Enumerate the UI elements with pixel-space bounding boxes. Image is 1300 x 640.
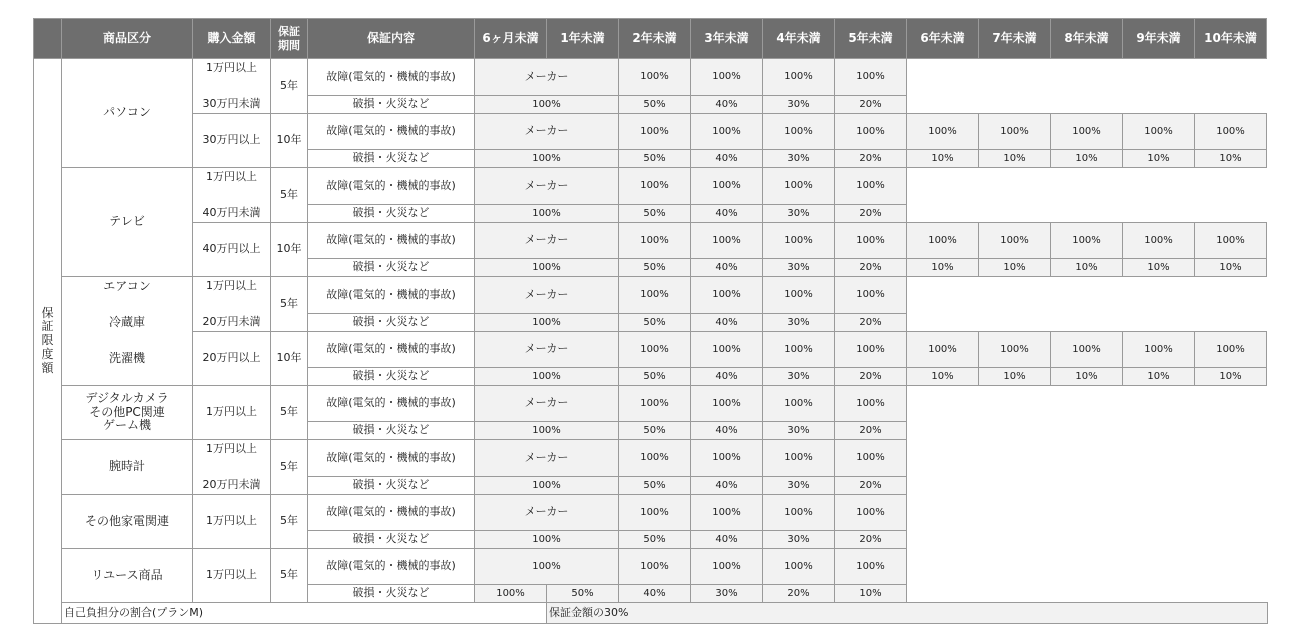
category-name: その他PC関連 <box>89 404 165 419</box>
amount: 1万円以上 <box>193 495 271 549</box>
damage-label: 破損・火災など <box>308 531 475 549</box>
rate-cell: 30% <box>763 204 835 222</box>
rate-cell: 100% <box>763 114 835 150</box>
header-period: 2年未満 <box>619 19 691 59</box>
rate-cell: 30% <box>763 95 835 113</box>
rate-cell: 50% <box>619 368 691 386</box>
breakdown-label: 故障(電気的・機械的事故) <box>308 549 475 585</box>
table-row <box>34 114 1268 150</box>
rate-cell: 20% <box>835 368 907 386</box>
rate-cell: 100% <box>475 95 619 113</box>
header-term-line2: 期間 <box>278 38 300 52</box>
category-name: ゲーム機 <box>102 418 151 433</box>
breakdown-label: 故障(電気的・機械的事故) <box>308 495 475 531</box>
empty-area <box>907 386 1267 440</box>
amount-from: 1万円以上 <box>206 279 257 292</box>
maker-cell: メーカー <box>475 59 619 96</box>
table-row <box>34 495 1268 531</box>
rate-cell: 100% <box>691 59 763 96</box>
header-corner <box>34 19 62 59</box>
rate-cell: 100% <box>619 168 691 205</box>
amount-from: 1万円以上 <box>206 442 257 455</box>
category-other: その他家電関連 <box>62 495 193 549</box>
rate-cell: 100% <box>763 59 835 96</box>
rate-cell: 100% <box>1051 223 1123 259</box>
rate-cell: 100% <box>1123 332 1195 368</box>
rate-cell: 50% <box>619 531 691 549</box>
limit-label-char: 度 <box>41 346 54 361</box>
category-reuse: リユース商品 <box>62 549 193 603</box>
empty-area <box>907 440 1267 495</box>
amount-range <box>193 59 271 114</box>
rate-cell: 100% <box>475 259 619 277</box>
rate-cell: 10% <box>907 259 979 277</box>
damage-label: 破損・火災など <box>308 150 475 168</box>
maker-cell: メーカー <box>475 277 619 314</box>
damage-label: 破損・火災など <box>308 204 475 222</box>
rate-cell: 40% <box>691 313 763 331</box>
rate-cell: 100% <box>691 223 763 259</box>
amount-range <box>193 277 271 332</box>
category-tv: テレビ <box>62 168 193 277</box>
breakdown-label: 故障(電気的・機械的事故) <box>308 440 475 477</box>
rate-cell: 20% <box>835 259 907 277</box>
rate-cell: 40% <box>691 368 763 386</box>
footer-row <box>34 603 1268 624</box>
term: 5年 <box>271 386 308 440</box>
rate-cell: 50% <box>619 95 691 113</box>
rate-cell: 100% <box>691 114 763 150</box>
rate-cell: 10% <box>1051 368 1123 386</box>
amount-high: 30万円以上 <box>193 114 271 168</box>
rate-cell: 50% <box>619 313 691 331</box>
breakdown-label: 故障(電気的・機械的事故) <box>308 223 475 259</box>
rate-cell: 100% <box>1195 114 1267 150</box>
rate-cell: 50% <box>619 476 691 494</box>
footer-label: 自己負担分の割合(プランM) <box>62 603 547 624</box>
rate-cell: 100% <box>1123 114 1195 150</box>
rate-cell: 100% <box>763 549 835 585</box>
header-term-line1: 保証 <box>278 24 300 38</box>
rate-cell: 10% <box>979 368 1051 386</box>
rate-cell: 100% <box>475 368 619 386</box>
breakdown-label: 故障(電気的・機械的事故) <box>308 59 475 96</box>
rate-cell: 20% <box>835 95 907 113</box>
rate-cell: 100% <box>763 332 835 368</box>
rate-cell: 100% <box>835 223 907 259</box>
table-row <box>34 59 1268 96</box>
amount-to: 40万円未満 <box>202 206 261 219</box>
maker-cell: メーカー <box>475 495 619 531</box>
rate-cell: 100% <box>907 114 979 150</box>
rate-cell: 100% <box>907 223 979 259</box>
rate-cell: 50% <box>619 204 691 222</box>
rate-cell: 10% <box>1123 259 1195 277</box>
rate-cell: 100% <box>619 440 691 477</box>
table-row <box>34 223 1268 259</box>
damage-label: 破損・火災など <box>308 95 475 113</box>
rate-cell: 100% <box>835 495 907 531</box>
damage-label: 破損・火災など <box>308 313 475 331</box>
rate-cell: 100% <box>691 495 763 531</box>
rate-cell: 40% <box>691 95 763 113</box>
rate-cell: 100% <box>691 277 763 314</box>
rate-cell: 30% <box>763 476 835 494</box>
rate-cell: 100% <box>763 168 835 205</box>
amount-from: 1万円以上 <box>206 61 257 74</box>
limit-label-char: 保 <box>41 305 54 320</box>
maker-cell: メーカー <box>475 386 619 422</box>
rate-cell: 100% <box>619 223 691 259</box>
category-appliances <box>62 277 193 386</box>
limit-label-char: 額 <box>41 360 54 375</box>
rate-cell: 100% <box>835 59 907 96</box>
rate-cell: 100% <box>835 114 907 150</box>
header-period: 7年未満 <box>979 19 1051 59</box>
amount-range <box>193 168 271 223</box>
rate-cell: 30% <box>691 585 763 603</box>
header-amount: 購入金額 <box>193 19 271 59</box>
header-content: 保証内容 <box>308 19 475 59</box>
rate-cell: 100% <box>475 531 619 549</box>
rate-cell: 100% <box>1195 332 1267 368</box>
damage-label: 破損・火災など <box>308 259 475 277</box>
rate-cell: 20% <box>835 531 907 549</box>
term: 5年 <box>271 495 308 549</box>
rate-cell: 100% <box>691 386 763 422</box>
term: 10年 <box>271 332 308 386</box>
rate-cell: 10% <box>1195 150 1267 168</box>
rate-cell: 40% <box>691 531 763 549</box>
breakdown-label: 故障(電気的・機械的事故) <box>308 114 475 150</box>
rate-cell: 100% <box>763 386 835 422</box>
amount-range <box>193 440 271 495</box>
header-period: 3年未満 <box>691 19 763 59</box>
header-period: 9年未満 <box>1123 19 1195 59</box>
amount-to: 30万円未満 <box>202 97 261 110</box>
rate-cell: 100% <box>475 150 619 168</box>
rate-cell: 100% <box>1195 223 1267 259</box>
term: 5年 <box>271 168 308 223</box>
header-term <box>271 19 308 59</box>
rate-cell: 30% <box>763 422 835 440</box>
category-name: エアコン <box>103 279 151 293</box>
rate-cell: 10% <box>1123 150 1195 168</box>
damage-label: 破損・火災など <box>308 476 475 494</box>
rate-cell: 20% <box>835 150 907 168</box>
rate-cell: 100% <box>475 422 619 440</box>
warranty-limit-table <box>33 18 1268 624</box>
breakdown-label: 故障(電気的・機械的事故) <box>308 168 475 205</box>
category-name: デジタルカメラ <box>85 390 169 405</box>
rate-cell: 50% <box>619 259 691 277</box>
limit-label-char: 限 <box>41 333 54 348</box>
rate-cell: 100% <box>691 332 763 368</box>
term: 5年 <box>271 440 308 495</box>
rate-cell: 100% <box>835 440 907 477</box>
rate-cell: 100% <box>763 440 835 477</box>
rate-cell: 100% <box>619 332 691 368</box>
rate-cell: 50% <box>547 585 619 603</box>
header-category: 商品区分 <box>62 19 193 59</box>
rate-cell: 40% <box>691 259 763 277</box>
rate-cell: 100% <box>691 168 763 205</box>
rate-cell: 40% <box>691 422 763 440</box>
rate-cell: 40% <box>691 150 763 168</box>
category-name: 洗濯機 <box>108 351 145 365</box>
amount: 1万円以上 <box>193 549 271 603</box>
maker-cell: メーカー <box>475 168 619 205</box>
rate-cell: 10% <box>835 585 907 603</box>
rate-cell: 100% <box>979 332 1051 368</box>
table-row <box>34 549 1268 585</box>
maker-cell: メーカー <box>475 440 619 477</box>
amount-high: 20万円以上 <box>193 332 271 386</box>
category-watch: 腕時計 <box>62 440 193 495</box>
rate-cell: 100% <box>835 549 907 585</box>
amount-from: 1万円以上 <box>206 170 257 183</box>
empty-area <box>907 549 1267 603</box>
empty-area <box>907 277 1267 332</box>
rate-cell: 10% <box>979 150 1051 168</box>
rate-cell: 20% <box>835 476 907 494</box>
rate-cell: 100% <box>475 476 619 494</box>
rate-cell: 40% <box>691 204 763 222</box>
rate-cell: 50% <box>619 150 691 168</box>
rate-cell: 40% <box>619 585 691 603</box>
limit-label-char: 証 <box>41 319 54 334</box>
rate-cell: 100% <box>475 204 619 222</box>
rate-cell: 10% <box>1195 368 1267 386</box>
table-row <box>34 277 1268 314</box>
header-period: 5年未満 <box>835 19 907 59</box>
term: 5年 <box>271 59 308 114</box>
empty-area <box>907 495 1267 549</box>
rate-cell: 100% <box>763 223 835 259</box>
rate-cell: 100% <box>619 114 691 150</box>
rate-cell: 30% <box>763 368 835 386</box>
rate-cell: 100% <box>835 168 907 205</box>
amount-to: 20万円未満 <box>202 478 261 491</box>
maker-cell: メーカー <box>475 223 619 259</box>
rate-cell: 10% <box>907 150 979 168</box>
category-camera <box>62 386 193 440</box>
breakdown-label: 故障(電気的・機械的事故) <box>308 277 475 314</box>
empty-area <box>907 168 1267 223</box>
rate-cell: 100% <box>619 549 691 585</box>
rate-cell: 30% <box>763 531 835 549</box>
header-row <box>34 19 1268 59</box>
header-period: 8年未満 <box>1051 19 1123 59</box>
breakdown-label: 故障(電気的・機械的事故) <box>308 386 475 422</box>
header-period: 10年未満 <box>1195 19 1267 59</box>
term: 5年 <box>271 549 308 603</box>
rate-cell: 100% <box>619 386 691 422</box>
rate-cell: 100% <box>619 277 691 314</box>
header-period: 6ヶ月未満 <box>475 19 547 59</box>
rate-cell: 20% <box>835 313 907 331</box>
breakdown-label: 故障(電気的・機械的事故) <box>308 332 475 368</box>
damage-label: 破損・火災など <box>308 422 475 440</box>
rate-cell: 100% <box>691 440 763 477</box>
rate-cell: 10% <box>1195 259 1267 277</box>
maker-cell: メーカー <box>475 114 619 150</box>
category-pc: パソコン <box>62 59 193 168</box>
rate-cell: 100% <box>1051 332 1123 368</box>
term: 10年 <box>271 223 308 277</box>
damage-label: 破損・火災など <box>308 368 475 386</box>
rate-cell: 100% <box>475 549 619 585</box>
footer-value: 保証金額の30% <box>547 603 1268 624</box>
table-row <box>34 440 1268 477</box>
damage-label: 破損・火災など <box>308 585 475 603</box>
rate-cell: 100% <box>763 277 835 314</box>
empty-area <box>907 59 1267 114</box>
table-row <box>34 168 1268 205</box>
rate-cell: 100% <box>1051 114 1123 150</box>
rate-cell: 10% <box>979 259 1051 277</box>
rate-cell: 20% <box>835 422 907 440</box>
rate-cell: 20% <box>763 585 835 603</box>
rate-cell: 100% <box>475 313 619 331</box>
rate-cell: 10% <box>1123 368 1195 386</box>
rate-cell: 100% <box>1123 223 1195 259</box>
rate-cell: 100% <box>835 277 907 314</box>
amount-high: 40万円以上 <box>193 223 271 277</box>
rate-cell: 100% <box>619 495 691 531</box>
rate-cell: 10% <box>1051 259 1123 277</box>
header-period: 4年未満 <box>763 19 835 59</box>
rate-cell: 100% <box>619 59 691 96</box>
rate-cell: 100% <box>475 585 547 603</box>
rate-cell: 100% <box>979 223 1051 259</box>
rate-cell: 100% <box>835 332 907 368</box>
table-row <box>34 386 1268 422</box>
rate-cell: 30% <box>763 150 835 168</box>
amount: 1万円以上 <box>193 386 271 440</box>
rate-cell: 100% <box>979 114 1051 150</box>
rate-cell: 10% <box>907 368 979 386</box>
rate-cell: 10% <box>1051 150 1123 168</box>
rate-cell: 20% <box>835 204 907 222</box>
rate-cell: 30% <box>763 259 835 277</box>
rate-cell: 50% <box>619 422 691 440</box>
rate-cell: 40% <box>691 476 763 494</box>
table-row <box>34 332 1268 368</box>
rate-cell: 100% <box>907 332 979 368</box>
header-period: 6年未満 <box>907 19 979 59</box>
limit-label <box>34 59 62 624</box>
rate-cell: 100% <box>763 495 835 531</box>
term: 10年 <box>271 114 308 168</box>
term: 5年 <box>271 277 308 332</box>
category-name: 冷蔵庫 <box>108 315 145 329</box>
rate-cell: 100% <box>835 386 907 422</box>
header-period: 1年未満 <box>547 19 619 59</box>
amount-to: 20万円未満 <box>202 315 261 328</box>
rate-cell: 30% <box>763 313 835 331</box>
rate-cell: 100% <box>691 549 763 585</box>
maker-cell: メーカー <box>475 332 619 368</box>
